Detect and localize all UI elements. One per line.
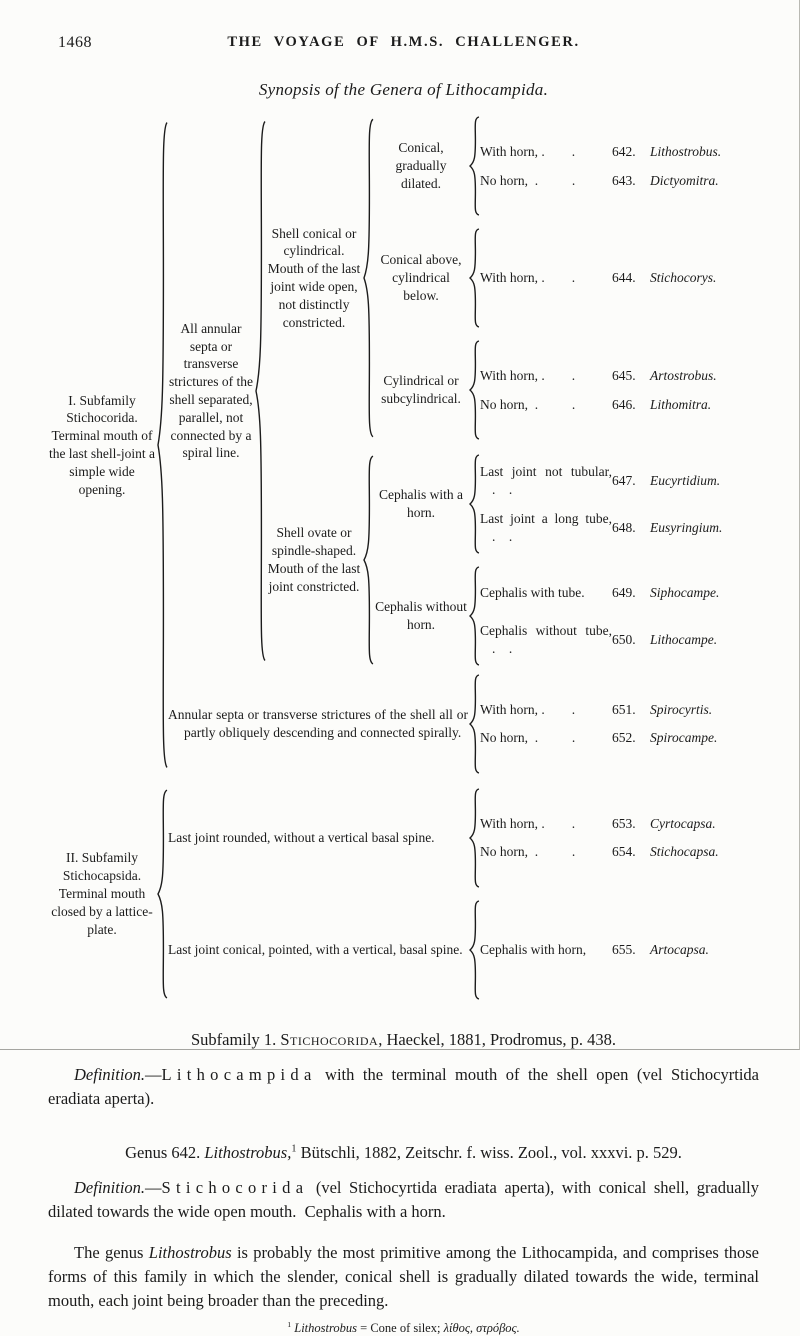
brace-icon	[156, 788, 168, 1000]
genus-entry	[612, 472, 759, 490]
genus-row	[480, 619, 759, 661]
genus-number: 649.	[612, 584, 636, 600]
brace-icon	[468, 566, 480, 666]
condition-text: With horn, . .	[480, 367, 576, 383]
condition-text: With horn, . .	[480, 702, 576, 718]
brace-icon	[362, 454, 374, 666]
running-title: THE VOYAGE OF H.M.S. CHALLENGER.	[227, 34, 580, 50]
definition-1-taxon: Lithocampida	[161, 1065, 317, 1084]
shell-conical-label: Shell conical or cylindrical. Mouth of the last joint wide open, not distinctly constricted.	[267, 225, 361, 330]
condition-text: No horn, . .	[480, 396, 576, 412]
subfamily-1-label: I. Subfamily Stichocorida. Terminal mouth of the last shell-joint a simple wide opening.	[48, 392, 156, 497]
genus-number: 648.	[612, 519, 636, 535]
subfamily-heading-pre: Subfamily 1.	[190, 1030, 281, 1049]
genus-heading	[48, 1143, 759, 1163]
condition-text: With horn, . .	[480, 143, 576, 159]
last-joint-rounded-label: Last joint rounded, without a vertical basal spine.	[168, 830, 435, 846]
shape-group	[374, 340, 759, 440]
genus-number: 655.	[612, 942, 636, 958]
genus-row	[480, 363, 759, 389]
cephalis-label: Cephalis with a horn.	[379, 487, 463, 520]
condition-text: No horn, . .	[480, 844, 576, 860]
condition-text: No horn, . .	[480, 730, 576, 746]
genus-entry	[612, 815, 759, 833]
genus-number: 647.	[612, 472, 636, 488]
genus-heading-pre: Genus 642.	[125, 1142, 205, 1162]
last-joint-rounded-block	[168, 788, 759, 888]
definition-1-text: with the terminal mouth of the shell open (vel Stichocyrtida eradiata aperta).	[48, 1065, 759, 1108]
genus-number: 642.	[612, 143, 636, 159]
brace-icon	[468, 900, 480, 1000]
septa-spiral-label: Annular septa or transverse strictures of the shell all or partly obliquely descending and connected spirally.	[168, 707, 468, 740]
genus-entry	[612, 269, 759, 287]
shell-ovate-block	[266, 454, 759, 666]
brace-icon	[362, 116, 374, 440]
brace-icon	[254, 116, 266, 666]
brace-icon	[468, 788, 480, 888]
definition-1	[48, 1063, 759, 1111]
footnote-marker: 1	[291, 1143, 297, 1155]
genus-number: 653.	[612, 816, 636, 832]
genus-number: 651.	[612, 702, 636, 718]
brace-icon	[468, 454, 480, 554]
genus-row	[480, 725, 759, 751]
shape-group	[374, 228, 759, 328]
footnote	[48, 1321, 759, 1336]
condition-text: Cephalis without tube, . .	[480, 622, 612, 656]
genus-name: Eucyrtidium.	[650, 472, 721, 488]
brace-icon	[468, 116, 480, 216]
condition-text: With horn, . .	[480, 816, 576, 832]
footnote-number: 1	[287, 1320, 292, 1330]
genus-entry	[612, 941, 759, 959]
genus-row	[480, 392, 759, 418]
definition-2-taxon: Stichocorida	[161, 1177, 309, 1197]
last-joint-conical-label: Last joint conical, pointed, with a vertical, basal spine.	[168, 942, 463, 958]
em-dash: —	[145, 1177, 162, 1197]
genus-name: Dictyomitra.	[650, 172, 719, 188]
definition-label: Definition.	[74, 1065, 146, 1084]
genus-name: Artostrobus.	[650, 367, 717, 383]
em-dash: —	[145, 1065, 162, 1084]
footnote-genus-name: Lithostrobus	[294, 1321, 358, 1336]
genus-heading-name: Lithostrobus,	[204, 1142, 292, 1162]
genus-entry	[612, 519, 759, 537]
footnote-text: = Cone of silex;	[357, 1321, 444, 1336]
genus-entry	[612, 367, 759, 385]
genus-number: 644.	[612, 270, 636, 286]
septa-spiral-block	[168, 674, 759, 774]
synopsis-table	[48, 116, 759, 1000]
genus-name: Stichocorys.	[650, 270, 717, 286]
subfamily-1-block	[48, 116, 759, 774]
shape-group	[374, 116, 759, 216]
genus-row	[480, 139, 759, 165]
genus-name: Eusyringium.	[650, 519, 723, 535]
subfamily-heading	[48, 1030, 759, 1050]
genus-number: 646.	[612, 396, 636, 412]
genus-row	[480, 460, 759, 502]
definition-label: Definition.	[74, 1177, 146, 1197]
brace-icon	[468, 674, 480, 774]
shell-ovate-label: Shell ovate or spindle-shaped. Mouth of the last joint constricted.	[267, 525, 361, 594]
genus-row	[480, 697, 759, 723]
genus-number: 645.	[612, 367, 636, 383]
genus-heading-rest: Bütschli, 1882, Zeitschr. f. wiss. Zool., vol. xxxvi. p. 529.	[296, 1142, 682, 1162]
definition-2	[48, 1176, 759, 1224]
cephalis-group	[374, 454, 759, 554]
genus-name: Lithomitra.	[650, 396, 712, 412]
genus-row	[480, 937, 759, 963]
septa-parallel-block	[168, 116, 759, 666]
paragraph-text: is probably the most primitive among the Lithocampida, and comprises those forms of this family in which the slender, conical shell is gradually dilated towards the wide, terminal mouth, each joint being broader than the preceding.	[48, 1242, 759, 1310]
genus-entry	[612, 396, 759, 414]
genus-row	[480, 811, 759, 837]
subfamily-heading-name: Stichocorida	[280, 1030, 379, 1049]
footnote-greek: λίθος, στρόβος.	[443, 1321, 520, 1336]
cephalis-label: Cephalis without horn.	[375, 599, 467, 632]
condition-text: Last joint not tubular, . .	[480, 463, 612, 497]
genus-entry	[612, 701, 759, 719]
condition-text: Cephalis with horn,	[480, 942, 587, 958]
genus-name: Stichocapsa.	[650, 844, 719, 860]
paragraph-pre: The genus	[74, 1242, 149, 1262]
genus-name: Spirocampe.	[650, 730, 718, 746]
shape-label: Conical above, cylindrical below.	[380, 252, 462, 303]
definition-2-text: (vel Stichocyrtida eradiata aperta), with conical shell, gradually dilated towards the wide open mouth. Cephalis with a horn.	[48, 1177, 759, 1221]
shell-conical-block	[266, 116, 759, 440]
genus-entry	[612, 143, 759, 161]
brace-icon	[468, 340, 480, 440]
genus-row	[480, 265, 759, 291]
condition-text: Last joint a long tube, . .	[480, 510, 612, 544]
genus-name: Cyrtocapsa.	[650, 816, 716, 832]
last-joint-conical-block	[168, 900, 759, 1000]
genus-entry	[612, 631, 759, 649]
condition-text: With horn, . .	[480, 270, 576, 286]
subfamily-heading-rest: , Haeckel, 1881, Prodromus, p. 438.	[378, 1030, 617, 1049]
genus-name: Spirocyrtis.	[650, 702, 713, 718]
genus-row	[480, 839, 759, 865]
subfamily-2-block	[48, 788, 759, 1000]
condition-text: Cephalis with tube.	[480, 584, 585, 600]
synopsis-title: Synopsis of the Genera of Lithocampida.	[258, 80, 549, 99]
body-paragraph	[48, 1241, 759, 1313]
brace-icon	[156, 116, 168, 774]
genus-number: 654.	[612, 844, 636, 860]
genus-row	[480, 168, 759, 194]
genus-number: 650.	[612, 631, 636, 647]
genus-entry	[612, 729, 759, 747]
subfamily-2-label: II. Subfamily Stichocapsida. Terminal mouth closed by a lattice-plate.	[51, 850, 153, 937]
genus-row	[480, 507, 759, 549]
genus-entry	[612, 172, 759, 190]
cephalis-group	[374, 566, 759, 666]
genus-name: Artocapsa.	[650, 942, 709, 958]
genus-entry	[612, 584, 759, 602]
shape-label: Conical, gradually dilated.	[395, 140, 447, 191]
page-number: 1468	[58, 34, 92, 51]
genus-number: 643.	[612, 172, 636, 188]
paragraph-genus-name: Lithostrobus	[148, 1242, 232, 1262]
condition-text: No horn, . .	[480, 172, 576, 188]
brace-icon	[468, 228, 480, 328]
genus-name: Siphocampe.	[650, 584, 720, 600]
page-header	[48, 34, 759, 56]
genus-entry	[612, 843, 759, 861]
shape-label: Cylindrical or subcylindrical.	[381, 373, 461, 406]
genus-name: Lithostrobus.	[650, 143, 722, 159]
septa-parallel-label: All annular septa or transverse strictures of the shell separated, parallel, not connected by a spiral line.	[169, 320, 253, 461]
genus-row	[480, 572, 759, 614]
genus-name: Lithocampe.	[650, 631, 718, 647]
genus-number: 652.	[612, 730, 636, 746]
